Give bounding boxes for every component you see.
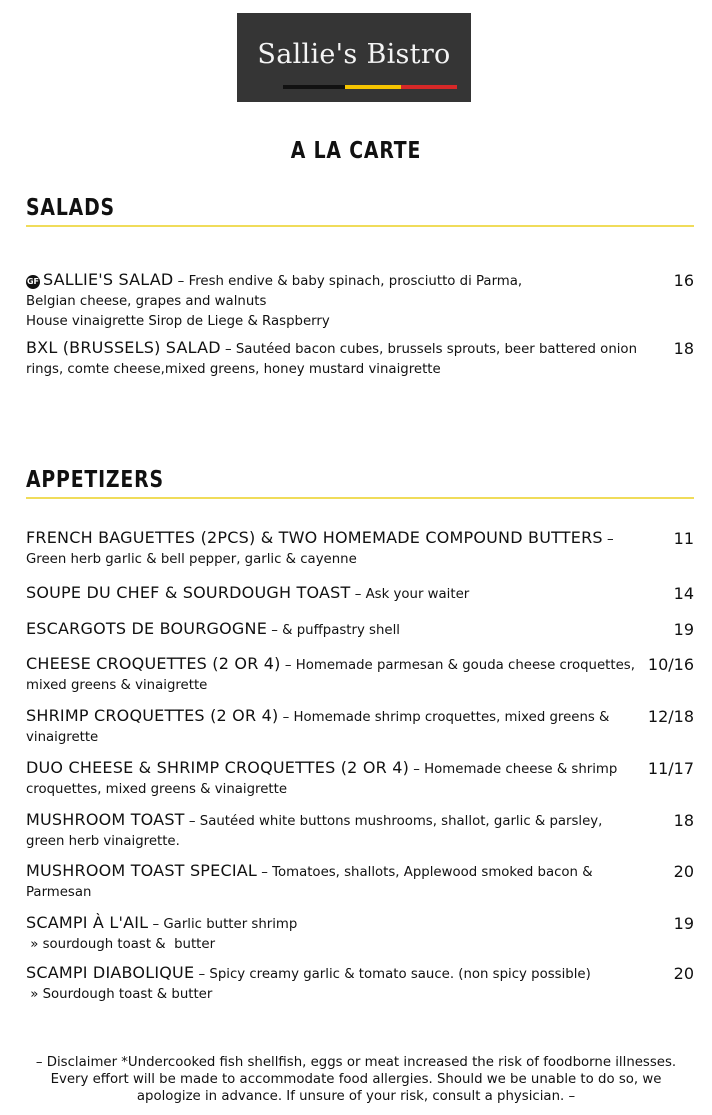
logo-flag-yellow [345,85,401,89]
item-description-line3: House vinaigrette Sirop de Liege & Raspberry [26,314,330,329]
item-name: CHEESE CROQUETTES (2 OR 4) [26,654,281,673]
menu-item-shrimp-croquettes [26,707,694,747]
item-description-line2: Belgian cheese, grapes and walnuts [26,294,267,309]
item-name: MUSHROOM TOAST SPECIAL [26,861,258,880]
appetizers-heading: APPETIZERS [26,467,164,493]
item-separator: – [194,967,210,982]
item-price: 20 [673,862,694,881]
item-description: Tomatoes, shallots, Applewood smoked bacon & Parmesan [26,865,593,900]
item-description: Homemade cheese & shrimp croquettes, mixed greens & vinaigrette [26,762,618,797]
item-price: 11 [673,529,694,548]
item-separator: – [278,710,294,725]
menu-item-mushroom-toast-special [26,862,694,902]
item-description-line2: » Sourdough toast & butter [26,987,213,1002]
item-price: 18 [673,339,694,358]
item-description: Green herb garlic & bell pepper, garlic & cayenne [26,552,357,567]
salads-divider [26,225,694,227]
item-separator: – [602,532,614,547]
logo-flag-red [401,85,457,89]
item-name: BXL (BRUSSELS) SALAD [26,338,221,357]
menu-item-escargots [26,620,694,640]
item-name: SCAMPI À L'AIL [26,913,149,932]
item-price: 12/18 [647,707,694,726]
item-description: Homemade parmesan & gouda cheese croquettes, mixed greens & vinaigrette [26,658,635,693]
item-name: MUSHROOM TOAST [26,810,185,829]
item-name: SHRIMP CROQUETTES (2 OR 4) [26,706,279,725]
item-price: 19 [673,914,694,933]
item-name: SALLIE'S SALAD [43,270,174,289]
item-price: 20 [673,964,694,983]
logo-text: Sallie's Bistro [257,39,451,70]
item-description: Sautéed bacon cubes, brussels sprouts, beer battered onion rings, comte cheese,mixed greens, honey mustard vinaigrette [26,342,637,377]
menu-item-french-baguettes [26,529,694,569]
item-name: SCAMPI DIABOLIQUE [26,963,195,982]
item-price: 16 [673,271,694,290]
menu-item-scampi-diabolique [26,964,694,1004]
item-name: DUO CHEESE & SHRIMP CROQUETTES (2 OR 4) [26,758,410,777]
menu-item-mushroom-toast [26,811,694,851]
menu-item-soupe-du-chef [26,584,694,604]
menu-item-duo-croquettes [26,759,694,799]
item-separator: – [173,274,189,289]
item-separator: – [267,623,283,638]
item-separator: – [409,762,425,777]
item-price: 18 [673,811,694,830]
item-description: Fresh endive & baby spinach, prosciutto di Parma, [188,274,523,289]
salads-heading: SALADS [26,195,115,221]
restaurant-logo [237,13,471,102]
item-separator: – [184,814,200,829]
item-separator: – [280,658,296,673]
item-separator: – [257,865,273,880]
item-price: 10/16 [647,655,694,674]
item-name: ESCARGOTS DE BOURGOGNE [26,619,268,638]
item-separator: – [350,587,366,602]
item-separator: – [220,342,236,357]
item-description: Garlic butter shrimp [163,917,298,932]
menu-item-sallies-salad [26,271,694,331]
item-description: Sautéed white buttons mushrooms, shallot, garlic & parsley, green herb vinaigrette. [26,814,603,849]
menu-item-bxl-salad [26,339,694,379]
item-description: Spicy creamy garlic & tomato sauce. (non spicy possible) [209,967,591,982]
appetizers-divider [26,497,694,499]
item-separator: – [148,917,164,932]
item-description: Homemade shrimp croquettes, mixed greens & vinaigrette [26,710,610,745]
item-name: FRENCH BAGUETTES (2PCS) & TWO HOMEMADE COMPOUND BUTTERS [26,528,603,547]
item-description: & puffpastry shell [282,623,400,638]
item-description: Ask your waiter [365,587,470,602]
food-safety-disclaimer: – Disclaimer *Undercooked fish shellfish, eggs or meat increased the risk of foodborne illnesses. Every effort will be made to accommodate food allergies. Should we be unable to do so, we apologize in advance. If unsure of your risk, consult a physician. – [35,1055,677,1104]
menu-item-cheese-croquettes [26,655,694,695]
item-price: 19 [673,620,694,639]
item-name: SOUPE DU CHEF & SOURDOUGH TOAST [26,583,351,602]
item-price: 11/17 [647,759,694,778]
item-price: 14 [673,584,694,603]
menu-title: A LA CARTE [290,138,422,164]
logo-flag-black [283,85,345,89]
gluten-free-icon: GF [26,275,40,289]
menu-item-scampi-ail [26,914,694,954]
item-description-line2: » sourdough toast & butter [26,937,216,952]
